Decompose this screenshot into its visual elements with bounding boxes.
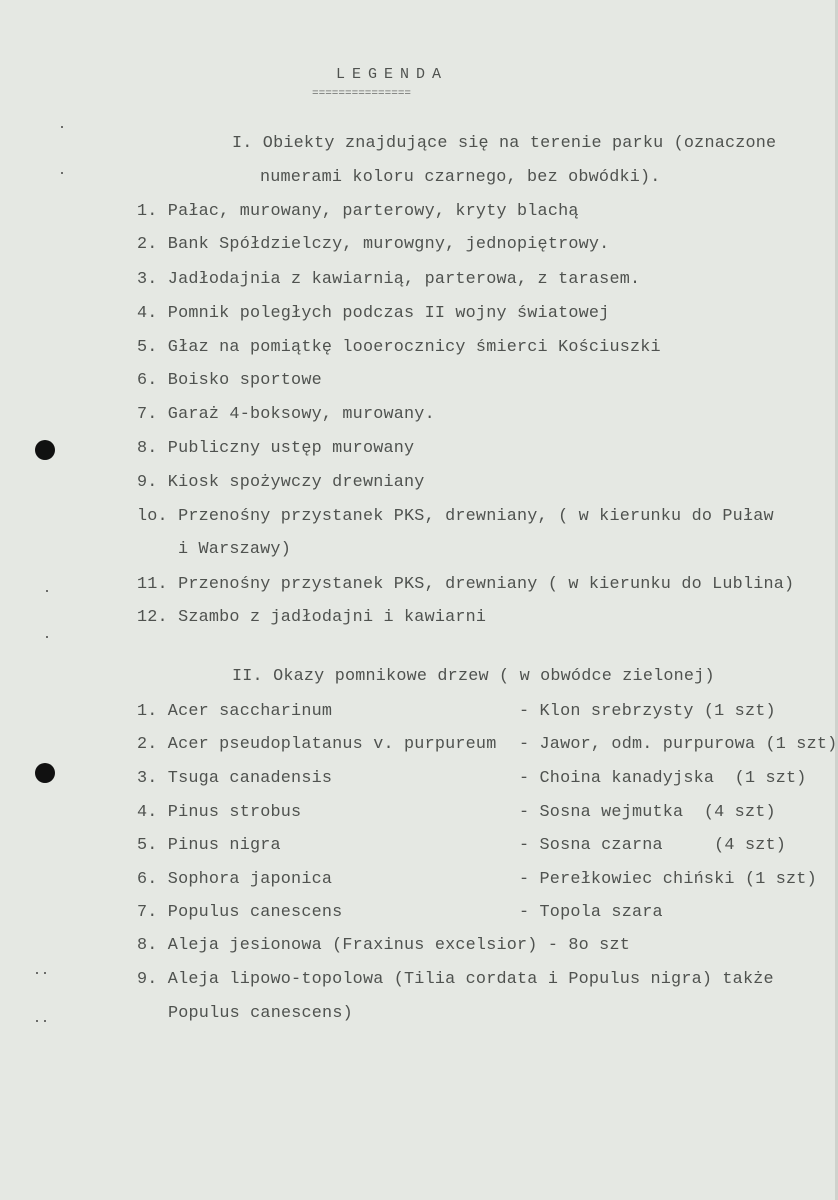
- tree-avenue-cont: Populus canescens): [168, 1004, 353, 1023]
- list-item: 8. Publiczny ustęp murowany: [137, 439, 415, 458]
- section1-heading: I. Obiekty znajdujące się na terenie parku (oznaczone: [232, 134, 777, 153]
- tree-latin: 1. Acer saccharinum: [137, 702, 333, 721]
- punch-hole: [35, 440, 55, 460]
- title-underline: ===============: [312, 88, 412, 100]
- tree-polish: - Sosna czarna (4 szt): [519, 836, 787, 855]
- speck: [61, 126, 63, 128]
- list-item: 4. Pomnik poległych podczas II wojny światowej: [137, 304, 610, 323]
- tree-latin: 6. Sophora japonica: [137, 870, 333, 889]
- list-item: 6. Boisko sportowe: [137, 371, 322, 390]
- document-title: LEGENDA: [336, 66, 449, 83]
- tree-polish: - Jawor, odm. purpurowa (1 szt): [519, 735, 838, 754]
- list-item: 11. Przenośny przystanek PKS, drewniany ( w kierunku do Lublina): [137, 575, 795, 594]
- speck: [44, 972, 46, 974]
- list-item: 1. Pałac, murowany, parterowy, kryty blachą: [137, 202, 579, 221]
- tree-latin: 3. Tsuga canadensis: [137, 769, 333, 788]
- list-item: 9. Kiosk spożywczy drewniany: [137, 473, 425, 492]
- speck: [36, 1020, 38, 1022]
- speck: [61, 172, 63, 174]
- tree-latin: 5. Pinus nigra: [137, 836, 281, 855]
- list-item: 2. Bank Spółdzielczy, murowgny, jednopiętrowy.: [137, 235, 610, 254]
- tree-latin: 4. Pinus strobus: [137, 803, 302, 822]
- tree-polish: - Topola szara: [519, 903, 663, 922]
- tree-latin: 7. Populus canescens: [137, 903, 343, 922]
- list-item-cont: i Warszawy): [178, 540, 291, 559]
- tree-polish: - Perełkowiec chiński (1 szt): [519, 870, 817, 889]
- tree-latin: 2. Acer pseudoplatanus v. purpureum: [137, 735, 497, 754]
- punch-hole: [35, 763, 55, 783]
- tree-avenue: 8. Aleja jesionowa (Fraxinus excelsior) - 8o szt: [137, 936, 630, 955]
- speck: [46, 636, 48, 638]
- tree-polish: - Choina kanadyjska (1 szt): [519, 769, 807, 788]
- section1-heading-cont: numerami koloru czarnego, bez obwódki).: [260, 168, 661, 187]
- list-item: 3. Jadłodajnia z kawiarnią, parterowa, z tarasem.: [137, 270, 641, 289]
- tree-polish: - Sosna wejmutka (4 szt): [519, 803, 776, 822]
- list-item: lo. Przenośny przystanek PKS, drewniany, ( w kierunku do Puław: [137, 507, 774, 526]
- speck: [36, 972, 38, 974]
- list-item: 7. Garaż 4-boksowy, murowany.: [137, 405, 435, 424]
- section2-heading: II. Okazy pomnikowe drzew ( w obwódce zielonej): [232, 667, 715, 686]
- list-item: 5. Głaz na pomiątkę looerocznicy śmierci Kościuszki: [137, 338, 661, 357]
- list-item: 12. Szambo z jadłodajni i kawiarni: [137, 608, 487, 627]
- tree-polish: - Klon srebrzysty (1 szt): [519, 702, 776, 721]
- tree-avenue: 9. Aleja lipowo-topolowa (Tilia cordata i Populus nigra) także: [137, 970, 774, 989]
- speck: [46, 590, 48, 592]
- speck: [44, 1020, 46, 1022]
